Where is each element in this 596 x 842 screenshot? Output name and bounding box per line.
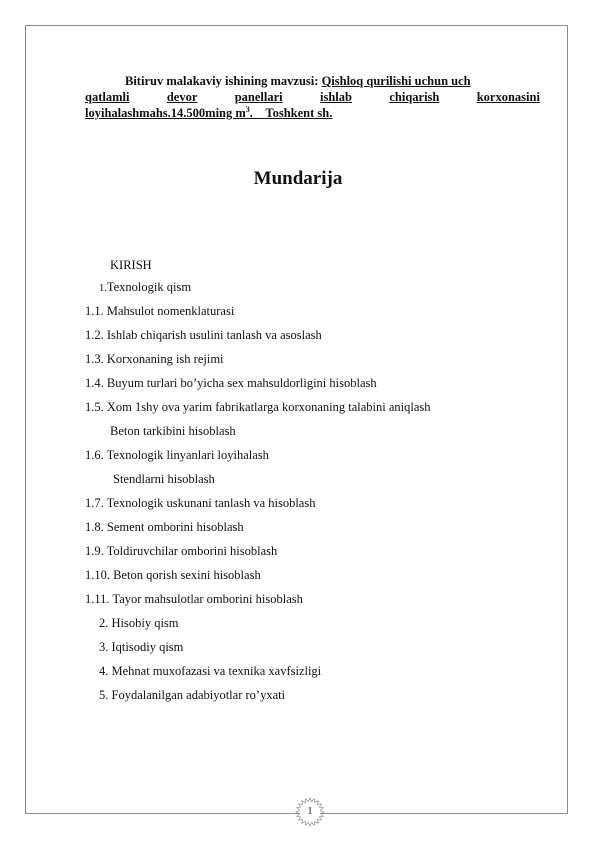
toc-item: 1.1. Mahsulot nomenklaturasi <box>85 304 235 318</box>
toc-part-1-label: Texnologik qism <box>106 280 192 294</box>
toc-item: 1.6. Texnologik linyanlari loyihalash <box>85 448 269 462</box>
topic-line-1 <box>85 73 540 89</box>
toc-item: 1.4. Buyum turlari bo’yicha sex mahsuldorligini hisoblash <box>85 376 377 390</box>
toc-part: 3. Iqtisodiy qism <box>99 640 184 654</box>
toc-subitem: Beton tarkibini hisoblash <box>110 424 236 438</box>
topic-title-tail: . <box>249 106 253 120</box>
page-number: 1 <box>307 806 313 817</box>
toc-item: 1.9. Toldiruvchilar omborini hisoblash <box>85 544 278 558</box>
toc-part-1-number: 1. <box>99 283 107 294</box>
toc-item: 1.10. Beton qorish sexini hisoblash <box>85 568 261 582</box>
topic-line-3 <box>85 105 540 121</box>
toc-part-1 <box>85 278 555 302</box>
toc-part: 4. Mehnat muxofazasi va texnika xavfsizligi <box>99 664 322 678</box>
topic-title-part-1: Qishloq qurilishi uchun uch <box>321 74 471 88</box>
topic-unit-superscript: 3 <box>245 104 250 114</box>
topic-word: devor <box>166 90 198 104</box>
toc-item: 1.7. Texnologik uskunani tanlash va hisoblash <box>85 496 316 510</box>
topic-word: qatlamli <box>85 90 130 104</box>
topic-word: ishlab <box>320 90 352 104</box>
toc-item: 1.3. Korxonaning ish rejimi <box>85 352 224 366</box>
topic-word: panellari <box>234 90 283 104</box>
topic-label: Bitiruv malakaviy ishining mavzusi: <box>125 74 319 88</box>
toc-part: 2. Hisobiy qism <box>99 616 179 630</box>
topic-word: chiqarish <box>389 90 440 104</box>
thesis-topic <box>85 73 540 121</box>
toc-item: 1.5. Xom 1shy ova yarim fabrikatlarga korxonaning talabini aniqlash <box>85 400 431 414</box>
toc-heading: Mundarija <box>253 168 343 189</box>
page-number-badge <box>295 797 325 827</box>
topic-word: korxonasini <box>476 90 540 104</box>
topic-title-part-3: loyihalashmahs.14.500ming m <box>85 106 246 120</box>
toc-subitem: Stendlarni hisoblash <box>113 472 215 486</box>
topic-city: Toshkent sh. <box>265 106 333 120</box>
toc-item: 1.8. Sement omborini hisoblash <box>85 520 244 534</box>
toc-item: 1.11. Tayor mahsulotlar omborini hisoblash <box>85 592 303 606</box>
toc-part: 5. Foydalanilgan adabiyotlar ro’yxati <box>99 688 286 702</box>
toc-item: 1.2. Ishlab chiqarish usulini tanlash va asoslash <box>85 328 322 342</box>
topic-line-2 <box>85 89 540 105</box>
toc-intro: KIRISH <box>110 258 152 272</box>
table-of-contents <box>85 256 555 710</box>
